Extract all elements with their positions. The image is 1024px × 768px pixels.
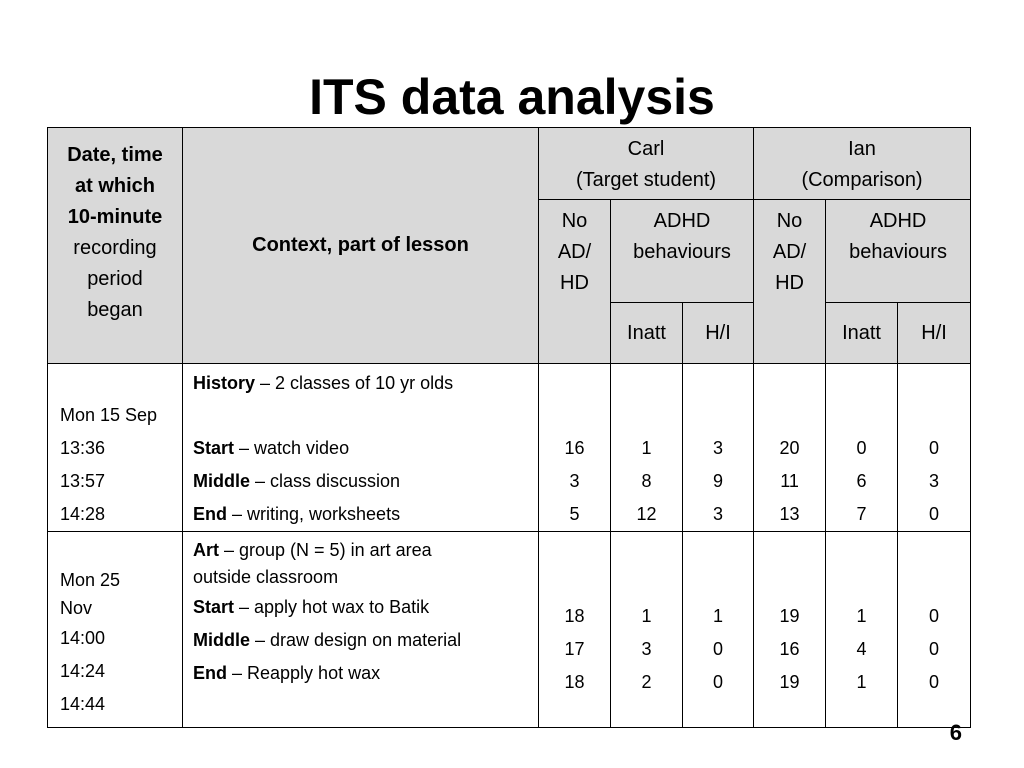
session-1-context: History – 2 classes of 10 yr olds Start – watch video Middle – class discussion End – writing, worksheets	[183, 364, 539, 532]
table-row-session-2	[48, 532, 971, 728]
session-2-context: Art – group (N = 5) in art area outside classroom Start – apply hot wax to Batik Middle – draw design on material End – Reapply hot wax	[183, 532, 539, 728]
header-ian-inatt: Inatt	[826, 303, 898, 364]
page-number: 6	[949, 720, 962, 745]
session-2-ian-inatt: 1 4 1	[826, 532, 898, 728]
session-1-ian-hi: 0 3 0	[898, 364, 971, 532]
header-carl-inatt: Inatt	[611, 303, 683, 364]
header-ian: Ian (Comparison)	[754, 128, 971, 200]
header-carl-hi: H/I	[683, 303, 754, 364]
session-2-ian-hi: 0 0 0	[898, 532, 971, 728]
session-1-carl-no-adhd: 16 3 5	[539, 364, 611, 532]
header-ian-hi: H/I	[898, 303, 971, 364]
session-1-ian-inatt: 0 6 7	[826, 364, 898, 532]
session-1-date-times: Mon 15 Sep 13:36 13:57 14:28	[48, 364, 183, 532]
session-1-carl-hi: 3 9 3	[683, 364, 754, 532]
table-row-session-1	[48, 364, 971, 532]
header-carl: Carl (Target student)	[539, 128, 754, 200]
session-1-carl-inatt: 1 8 12	[611, 364, 683, 532]
header-ian-adhd-behaviours: ADHD behaviours	[826, 200, 971, 303]
slide-title: ITS data analysis	[309, 69, 715, 125]
session-2-carl-inatt: 1 3 2	[611, 532, 683, 728]
its-data-table	[47, 127, 971, 728]
session-2-carl-no-adhd: 18 17 18	[539, 532, 611, 728]
session-1-ian-no-adhd: 20 11 13	[754, 364, 826, 532]
header-context: Context, part of lesson	[183, 128, 539, 364]
header-carl-adhd-behaviours: ADHD behaviours	[611, 200, 754, 303]
header-date-time: Date, time at which 10-minute recording period began	[48, 128, 183, 364]
header-ian-no-adhd: No AD/ HD	[754, 200, 826, 364]
session-2-date-times: Mon 25 Nov 14:00 14:24 14:44	[48, 532, 183, 728]
session-2-carl-hi: 1 0 0	[683, 532, 754, 728]
header-carl-no-adhd: No AD/ HD	[539, 200, 611, 364]
session-2-ian-no-adhd: 19 16 19	[754, 532, 826, 728]
